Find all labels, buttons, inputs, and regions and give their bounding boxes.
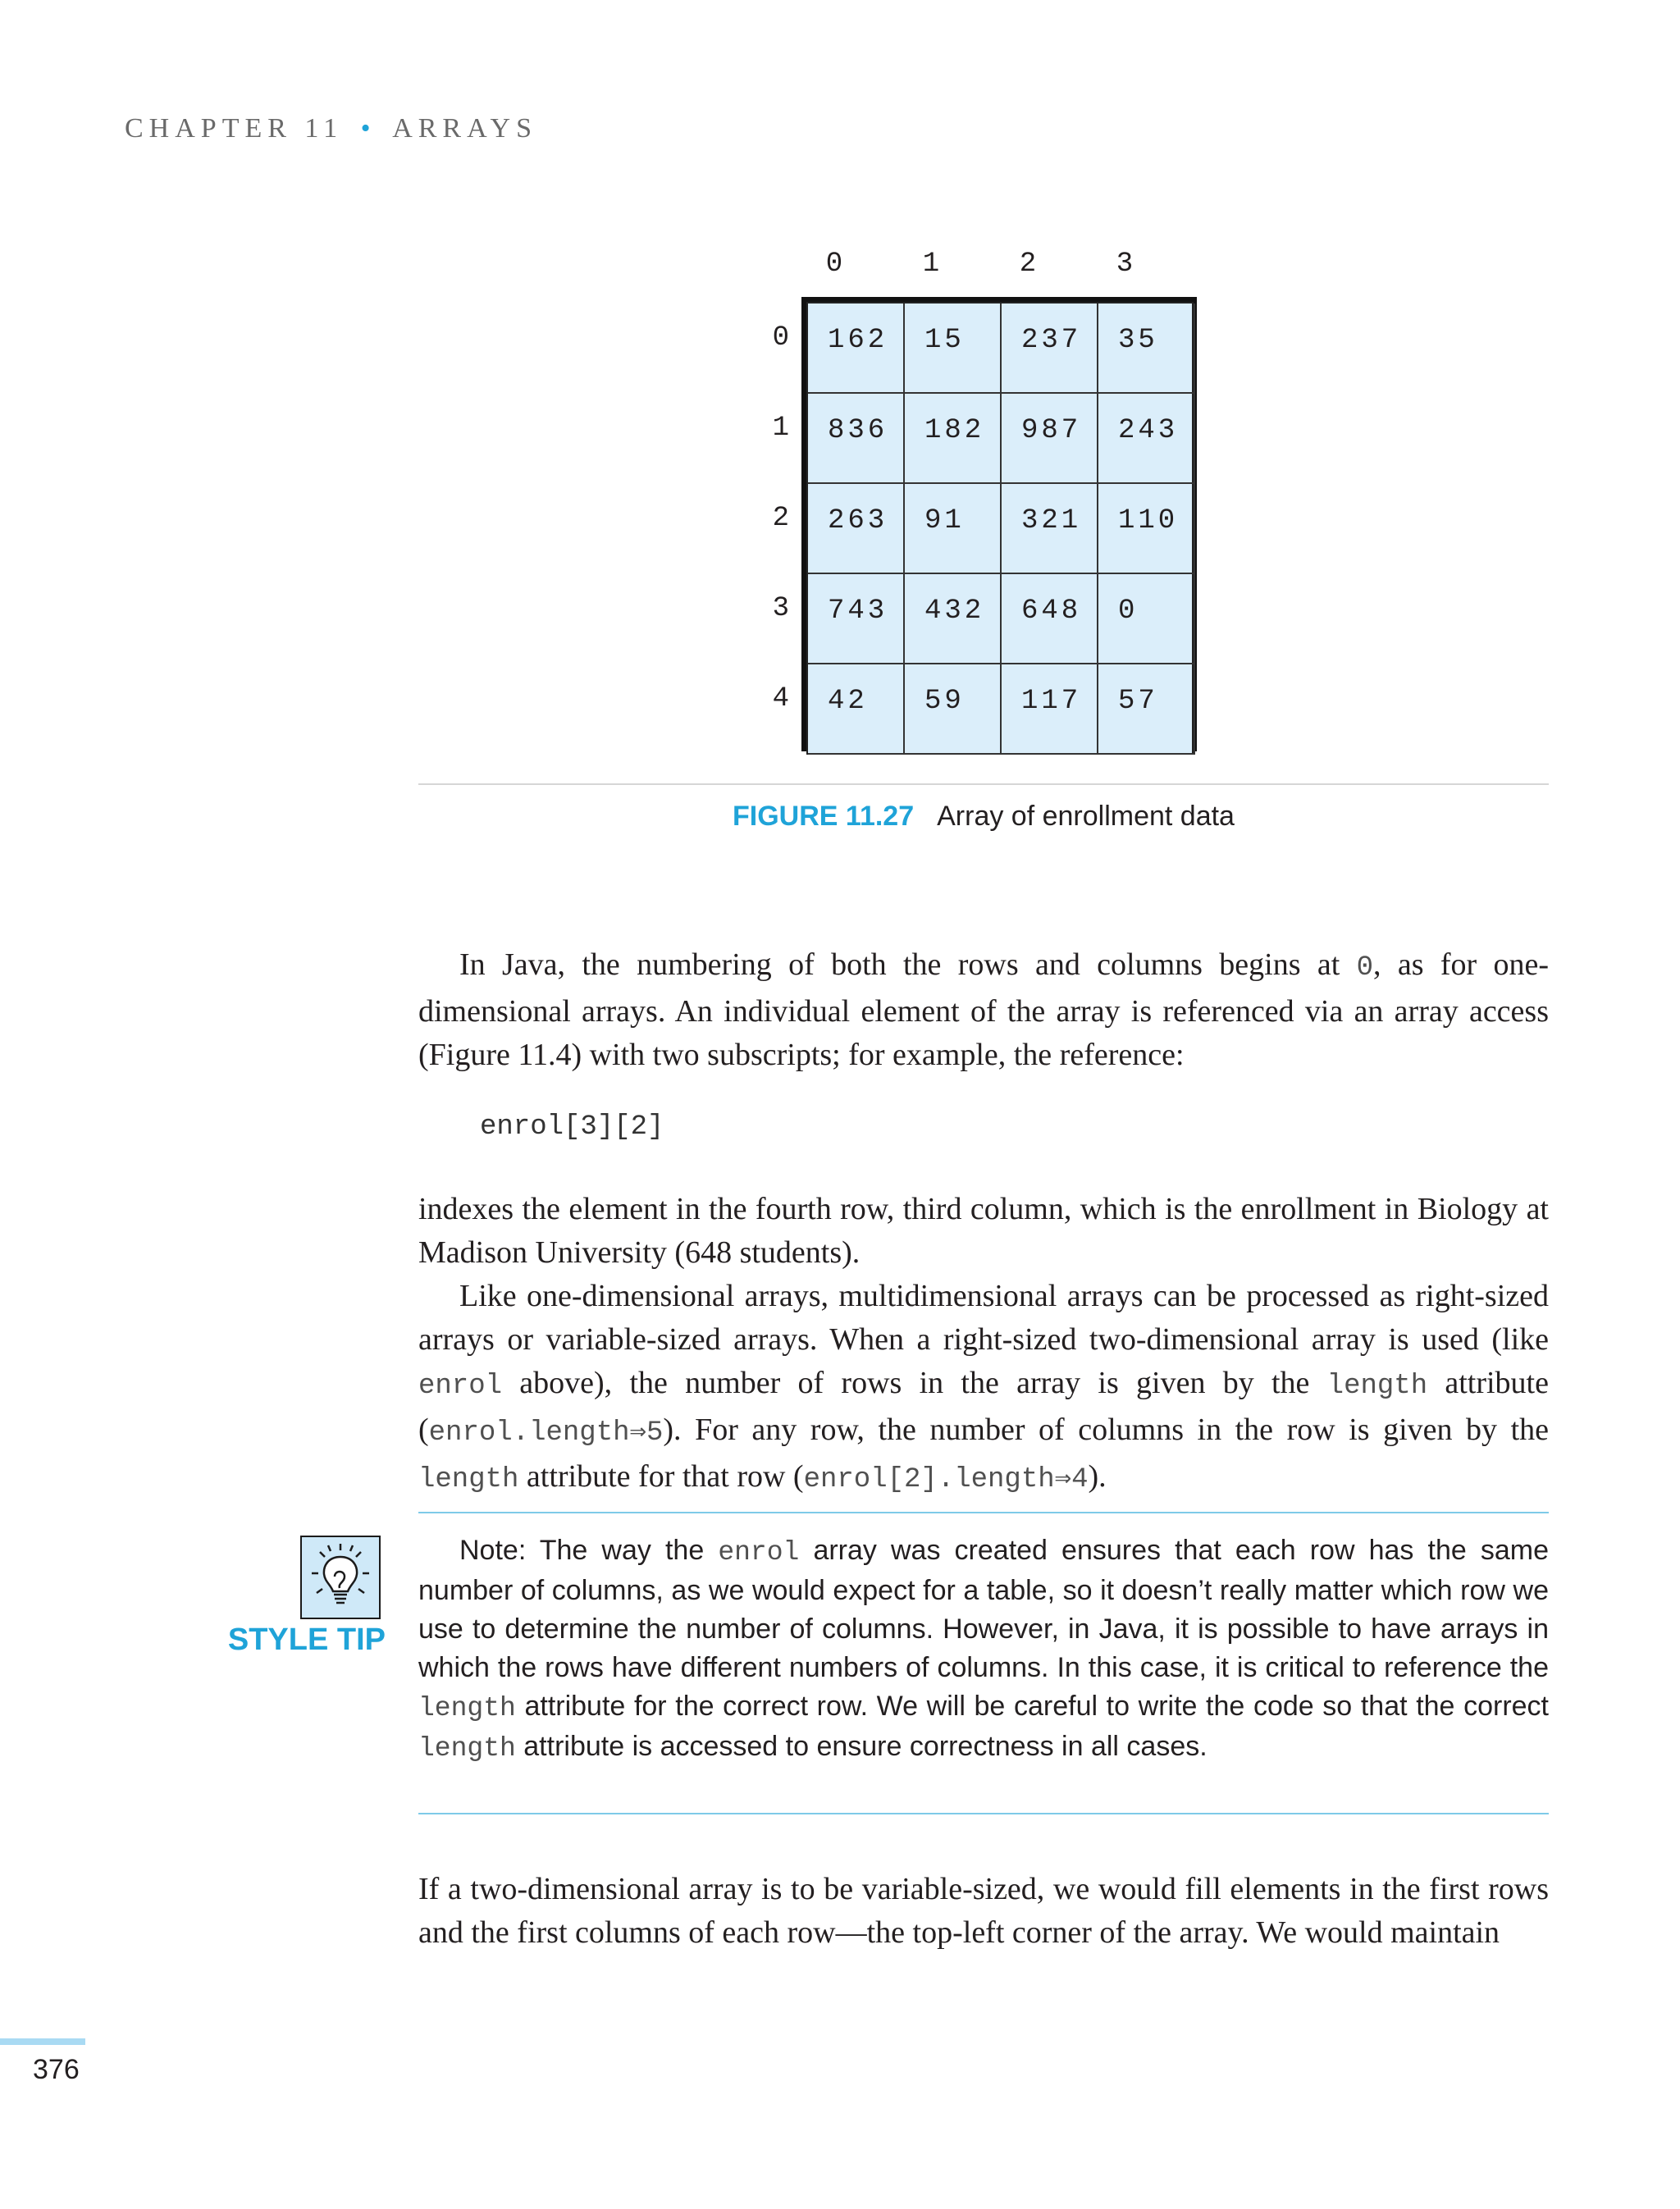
inline-code: 0 — [1356, 952, 1373, 984]
code-example: enrol[3][2] — [480, 1111, 664, 1143]
array-cell: 0 — [1098, 574, 1195, 664]
body-paragraph: If a two-dimensional array is to be variable-sized, we would fill elements in the first rows and the first columns of each row—the top-left corner of the array. We would maintain — [418, 1872, 1549, 1950]
column-index: 3 — [1116, 249, 1134, 280]
chapter-label: CHAPTER 11 — [125, 113, 344, 144]
tip-rule-top — [418, 1512, 1549, 1513]
array-cell: 182 — [905, 394, 1002, 484]
array-cell: 836 — [808, 394, 905, 484]
row-index: 3 — [772, 593, 789, 624]
column-index: 2 — [1019, 249, 1037, 280]
array-cell: 237 — [1002, 304, 1098, 394]
running-header — [125, 113, 537, 144]
inline-code: length — [418, 1733, 516, 1764]
array-cell: 263 — [808, 484, 905, 574]
chapter-title: ARRAYS — [392, 113, 537, 144]
inline-code: enrol[2].length⇒4 — [803, 1464, 1089, 1495]
inline-code: length — [1326, 1371, 1428, 1402]
row-index: 2 — [772, 503, 789, 534]
style-tip-label: STYLE TIP — [227, 1623, 386, 1657]
figure-caption — [418, 801, 1549, 833]
array-cell: 987 — [1002, 394, 1098, 484]
figure-rule — [418, 783, 1549, 785]
inline-code: length — [418, 1464, 519, 1495]
header-separator: • — [360, 113, 377, 144]
lightbulb-icon — [300, 1536, 381, 1619]
array-cell: 91 — [905, 484, 1002, 574]
array-grid — [806, 302, 1194, 755]
figure-caption-text: Array of enrollment data — [937, 801, 1235, 832]
inline-code: length — [418, 1693, 516, 1723]
style-tip-text: Note: The way the enrol array was created ensures that each row has the same number of columns, as we would expect for a table, so it doesn’t really matter which row we use to determine the number of columns. However, in Java, it is possible to have arrays in which the rows have different numbers of columns. In this case, it is critical to reference the length attribute for the correct row. We will be careful to write the code so that the correct length attribute is accessed to ensure correctness in all cases. — [418, 1535, 1549, 1764]
inline-code: enrol — [418, 1371, 503, 1402]
lightbulb-icon-graphic — [302, 1537, 379, 1618]
array-cell: 59 — [905, 664, 1002, 755]
page-number: 376 — [33, 2054, 80, 2085]
body-paragraph: indexes the element in the fourth row, third column, which is the enrollment in Biology at Madison University (648 students). — [418, 1192, 1549, 1270]
inline-code: enrol — [718, 1537, 800, 1568]
array-cell: 648 — [1002, 574, 1098, 664]
row-index: 0 — [772, 322, 789, 354]
array-cell: 743 — [808, 574, 905, 664]
tip-rule-bottom — [418, 1813, 1549, 1814]
row-index: 1 — [772, 413, 789, 444]
body-paragraph: Like one-dimensional arrays, multidimensional arrays can be processed as right-sized arrays or variable-sized arrays. When a right-sized two-dimensional array is used (like enrol above), the number of rows in the array is given by the length attribute (enrol.length⇒5). For any row, the number of columns in the row is given by the length attribute for that row (enrol[2].length⇒4). — [418, 1279, 1549, 1495]
array-cell: 117 — [1002, 664, 1098, 755]
array-cell: 57 — [1098, 664, 1195, 755]
array-cell: 35 — [1098, 304, 1195, 394]
figure-label: FIGURE 11.27 — [733, 801, 915, 832]
array-cell: 15 — [905, 304, 1002, 394]
array-cell: 243 — [1098, 394, 1195, 484]
inline-code: enrol.length⇒5 — [428, 1417, 664, 1449]
array-cell: 162 — [808, 304, 905, 394]
page-number-bar — [0, 2038, 85, 2045]
array-cell: 432 — [905, 574, 1002, 664]
column-index: 0 — [825, 249, 843, 280]
array-cell: 42 — [808, 664, 905, 755]
body-paragraph: In Java, the numbering of both the rows and columns begins at 0, as for one-dimensional arrays. An individual element of the array is referenced via an array access (Figure 11.4) with two subscripts; for example, the reference: — [418, 947, 1549, 1072]
column-index: 1 — [922, 249, 940, 280]
array-cell: 321 — [1002, 484, 1098, 574]
array-cell: 110 — [1098, 484, 1195, 574]
row-index: 4 — [772, 683, 789, 714]
